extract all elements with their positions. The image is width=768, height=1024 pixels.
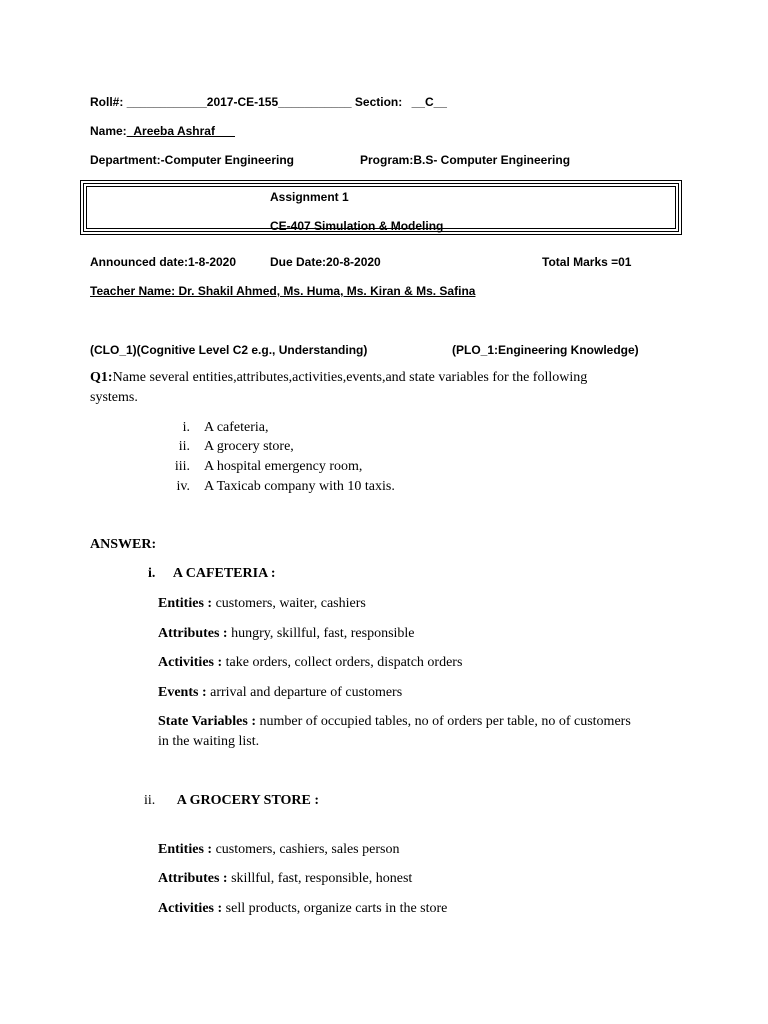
question-line-1 <box>90 370 587 386</box>
entities-text: customers, cashiers, sales person <box>215 842 400 857</box>
cafeteria-attributes <box>158 626 415 642</box>
cafeteria-entities <box>158 596 366 612</box>
item-number: ii. <box>178 439 190 454</box>
item-number: iii. <box>174 459 190 474</box>
item-text: A Taxicab company with 10 taxis. <box>204 479 395 494</box>
question-line-2: systems. <box>90 390 138 405</box>
course-title: CE-407 Simulation & Modeling <box>270 219 444 233</box>
attributes-label: Attributes : <box>158 871 228 886</box>
events-label: Events : <box>158 685 207 700</box>
item-text: A grocery store, <box>204 439 294 454</box>
name-line <box>90 124 235 138</box>
roll-line <box>90 95 447 109</box>
grocery-heading <box>144 793 319 809</box>
question-text-1: Name several entities,attributes,activities,events,and state variables for the following <box>112 370 588 385</box>
question-item <box>168 420 269 436</box>
section-value: __C__ <box>411 95 447 109</box>
entities-label: Entities : <box>158 596 213 611</box>
grocery-activities <box>158 901 447 917</box>
question-item <box>168 439 294 455</box>
item-text: A hospital emergency room, <box>204 459 363 474</box>
answer-label: ANSWER: <box>90 537 157 552</box>
cafeteria-activities <box>158 655 462 671</box>
item-number: iv. <box>176 479 190 494</box>
item-number: i. <box>182 420 190 435</box>
name-value: _Areeba Ashraf___ <box>126 124 235 138</box>
name-label: Name: <box>90 124 127 138</box>
cafeteria-events <box>158 685 402 701</box>
department: Department:-Computer Engineering <box>90 153 295 167</box>
activities-label: Activities : <box>158 655 223 670</box>
activities-text: take orders, collect orders, dispatch orders <box>225 655 463 670</box>
events-text: arrival and departure of customers <box>210 685 403 700</box>
assignment-title: Assignment 1 <box>270 190 349 204</box>
entities-text: customers, waiter, cashiers <box>215 596 366 611</box>
plo-text: (PLO_1:Engineering Knowledge) <box>452 343 639 357</box>
grocery-entities <box>158 842 399 858</box>
question-label: Q1: <box>90 370 113 385</box>
cafeteria-state-text-2: in the waiting list. <box>158 734 260 749</box>
section-label: Section: <box>354 95 403 109</box>
state-label: State Variables : <box>158 714 256 729</box>
program: Program:B.S- Computer Engineering <box>360 153 571 167</box>
cafeteria-number: i. <box>148 566 156 581</box>
attributes-text: hungry, skillful, fast, responsible <box>231 626 415 641</box>
grocery-attributes <box>158 871 412 887</box>
clo-text: (CLO_1)(Cognitive Level C2 e.g., Understanding) <box>90 343 368 357</box>
teacher-name: Teacher Name: Dr. Shakil Ahmed, Ms. Huma, Ms. Kiran & Ms. Safina <box>90 284 476 298</box>
roll-value: ____________2017-CE-155___________ <box>126 95 352 109</box>
attributes-label: Attributes : <box>158 626 228 641</box>
entities-label: Entities : <box>158 842 213 857</box>
state-text-1: number of occupied tables, no of orders per table, no of customers <box>259 714 631 729</box>
due-date: Due Date:20-8-2020 <box>270 255 381 269</box>
activities-label: Activities : <box>158 901 223 916</box>
question-item <box>168 459 362 475</box>
attributes-text: skillful, fast, responsible, honest <box>231 871 413 886</box>
grocery-title: A GROCERY STORE : <box>176 793 320 808</box>
cafeteria-title: A CAFETERIA : <box>172 566 276 581</box>
total-marks: Total Marks =01 <box>542 255 632 269</box>
cafeteria-heading <box>148 566 276 582</box>
question-item <box>168 479 395 495</box>
cafeteria-state-variables <box>158 714 631 730</box>
announced-date: Announced date:1-8-2020 <box>90 255 237 269</box>
activities-text: sell products, organize carts in the store <box>225 901 448 916</box>
grocery-number: ii. <box>144 793 156 808</box>
item-text: A cafeteria, <box>204 420 269 435</box>
roll-label: Roll#: <box>90 95 124 109</box>
